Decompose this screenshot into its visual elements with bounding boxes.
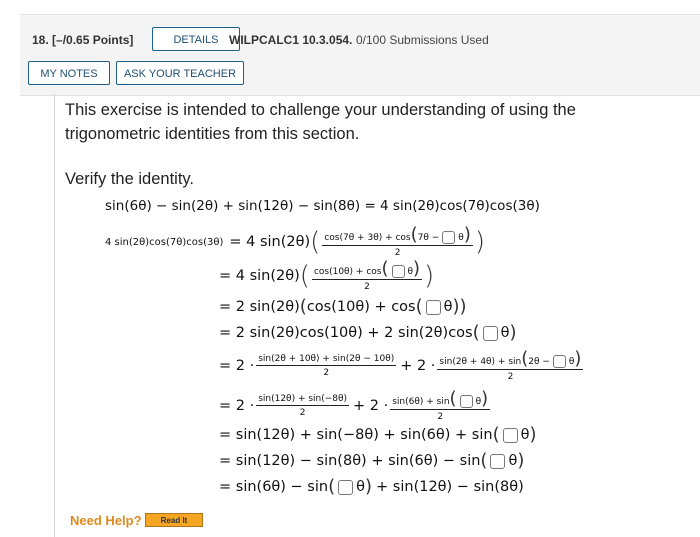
step-5-coef-1: = 2 · (219, 358, 255, 374)
need-help-label: Need Help? (70, 513, 142, 528)
intro-text: This exercise is intended to challenge your understanding of using the trigonometric identities from this section. (65, 101, 576, 143)
denominator: 2 (437, 412, 444, 422)
step-8-text: = sin(12θ) − sin(8θ) + sin(6θ) − sin (219, 453, 481, 469)
step-7 (219, 426, 537, 444)
step-5-num2-text: sin(2θ + 4θ) + sin (439, 357, 522, 367)
step-5-numerator-2 (437, 350, 583, 370)
step-9-text: = sin(6θ) − sin (219, 479, 329, 495)
paren-open: ( (492, 424, 500, 445)
answer-box-5[interactable] (553, 355, 566, 368)
answer-box-8[interactable] (490, 454, 505, 469)
step-1-numerator (322, 226, 473, 246)
paren-close: ) (509, 322, 517, 343)
theta-label: θ (520, 427, 530, 443)
step-3-text: cos(10θ) + cos (306, 299, 416, 315)
step-5-coef-2: + 2 · (400, 358, 436, 374)
paren-open: ( (449, 388, 457, 409)
step-7-text: = sin(12θ) + sin(−8θ) + sin(6θ) + sin (219, 427, 493, 443)
answer-box-7[interactable] (503, 428, 518, 443)
theta-label: θ (458, 233, 464, 243)
step-2 (219, 260, 434, 292)
step-4-text: = 2 sin(2θ)cos(10θ) + 2 sin(2θ)cos (219, 325, 473, 341)
details-button[interactable]: DETAILS (152, 27, 240, 51)
points-label: [–/0.65 Points] (52, 33, 134, 47)
step-6-numerator-2 (390, 390, 490, 410)
answer-box-9[interactable] (338, 480, 353, 495)
paren-open: ( (410, 224, 418, 245)
paren-open: ( (480, 450, 488, 471)
identity-statement: sin(6θ) − sin(2θ) + sin(12θ) − sin(8θ) = 4 sin(2θ)cos(7θ)cos(3θ) (105, 198, 540, 214)
step-6-fraction-1 (256, 394, 349, 418)
step-1-lhs: 4 sin(2θ)cos(7θ)cos(3θ) (105, 236, 224, 248)
denominator: 2 (507, 372, 514, 382)
step-4 (219, 324, 517, 342)
my-notes-button[interactable]: MY NOTES (28, 61, 110, 85)
step-6-coef-2: + 2 · (353, 398, 389, 414)
step-5 (219, 350, 585, 382)
question-header (20, 14, 700, 96)
paren-close: ) (463, 224, 471, 245)
step-6 (219, 390, 492, 422)
step-3-factor: = 2 sin(2θ) (219, 299, 300, 315)
verify-heading: Verify the identity. (65, 170, 195, 188)
read-it-button[interactable]: Read It (145, 513, 203, 527)
theta-label: θ (508, 453, 518, 469)
problem-code: WILPCALC1 10.3.054. (229, 33, 353, 47)
paren-open: ( (328, 476, 336, 497)
paren-close: ) (517, 450, 525, 471)
step-9-tail: + sin(12θ) − sin(8θ) (376, 479, 524, 495)
answer-box-3[interactable] (426, 300, 441, 315)
step-6-numerator-1: sin(12θ) + sin(−8θ) (258, 394, 348, 404)
paren-close: ) (413, 258, 421, 279)
paren-open: ( (381, 258, 389, 279)
step-6-num2-text: sin(6θ) + sin (392, 397, 450, 407)
step-5-numerator-1: sin(2θ + 10θ) + sin(2θ − 10θ) (258, 354, 395, 364)
paren-open: ( (472, 322, 480, 343)
paren-open: ( (310, 227, 321, 257)
answer-box-4[interactable] (483, 326, 498, 341)
step-5-fraction-2 (437, 350, 583, 382)
step-2-factor: = 4 sin(2θ) (219, 268, 300, 284)
step-1-num-text: cos(7θ + 3θ) + cos (324, 233, 411, 243)
paren-open: ( (415, 296, 423, 317)
answer-box-2[interactable] (392, 265, 405, 278)
step-6-fraction-2 (390, 390, 490, 422)
paren-open: ( (299, 296, 307, 317)
paren-close: ) (474, 227, 485, 257)
denominator: 2 (323, 368, 330, 378)
step-5-num2-inner: 2θ − (528, 357, 550, 367)
denominator: 2 (299, 408, 306, 418)
step-1-fraction (322, 226, 473, 258)
theta-label: θ (356, 479, 365, 495)
step-2-fraction (312, 260, 422, 292)
step-2-numerator (312, 260, 422, 280)
denominator: 2 (364, 282, 370, 292)
denominator: 2 (394, 248, 401, 258)
step-1-num-inner: 7θ − (417, 233, 440, 243)
step-3 (219, 298, 467, 316)
paren-open: ( (299, 261, 310, 291)
ask-teacher-button[interactable]: ASK YOUR TEACHER (116, 61, 244, 85)
step-8 (219, 452, 524, 470)
theta-label: θ (500, 325, 510, 341)
paren-close: ) (574, 348, 582, 369)
paren-close: ) (529, 424, 537, 445)
paren-close: ) (365, 476, 373, 497)
paren-close: ) (481, 388, 489, 409)
step-1 (105, 226, 485, 258)
step-9 (219, 478, 524, 496)
submissions-used: 0/100 Submissions Used (356, 33, 489, 47)
paren-open: ( (521, 348, 529, 369)
step-2-num-text: cos(10θ) + cos (313, 267, 382, 277)
question-number: 18. (32, 33, 49, 47)
step-1-factor: = 4 sin(2θ) (229, 234, 311, 250)
theta-label: θ (568, 357, 575, 367)
theta-label: θ (443, 299, 453, 315)
step-6-coef-1: = 2 · (219, 398, 255, 414)
answer-box-6[interactable] (460, 395, 473, 408)
step-5-fraction-1 (256, 354, 396, 378)
answer-box-1[interactable] (442, 231, 455, 244)
paren-close: )) (452, 296, 467, 317)
theta-label: θ (407, 267, 414, 277)
paren-close: ) (424, 261, 435, 291)
theta-label: θ (475, 397, 482, 407)
question-content (54, 94, 700, 537)
question-number-points (32, 33, 133, 47)
